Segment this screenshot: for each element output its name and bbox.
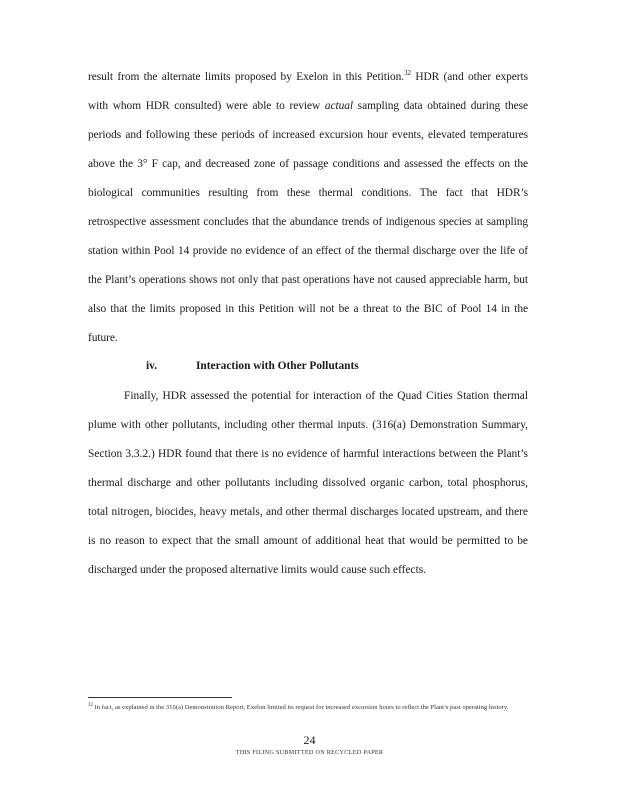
footnote-number: 32 xyxy=(88,702,93,708)
emphasized-word: actual xyxy=(324,100,353,112)
paragraph-text xyxy=(88,63,528,353)
footnote-text: In fact, as explained in the 316(a) Demonstration Report, Exelon limited its request for increased excursion hours to reflect the Plant’s past operating history. xyxy=(93,704,509,711)
footnote-reference: 32 xyxy=(404,69,411,78)
paragraph-text-part-a: result from the alternate limits proposed by Exelon in this Petition. xyxy=(88,71,405,83)
section-number: iv. xyxy=(146,360,158,372)
footer-notice: THIS FILING SUBMITTED ON RECYCLED PAPER xyxy=(235,749,384,756)
paragraph-text-part-c: sampling data obtained during these periods and following these periods of increased excursion hour events, elevated temperatures above the 3° F cap, and decreased zone of passage conditions and assessed the effects on the biological communities resulting from these thermal conditions. The fact that HDR’s retrospective assessment concludes that the abundance trends of indigenous species at sampling station within Pool 14 provide no evidence of an effect of the thermal discharge over the life of the Plant’s operations shows not only that past operations have not caused appreciable harm, but also that the limits proposed in this Petition will not be a threat to the BIC of Pool 14 in the future. xyxy=(88,100,528,344)
paragraph-text: Finally, HDR assessed the potential for interaction of the Quad Cities Station thermal plume with other pollutants, including other thermal inputs. (316(a) Demonstration Summary, Section 3.3.2.) HDR found that there is no evidence of harmful interactions between the Plant’s thermal discharge and other pollutants including dissolved organic carbon, total phosphorus, total nitrogen, biocides, heavy metals, and other thermal discharges located upstream, and there is no reason to expect that the small amount of additional heat that would be permitted to be discharged under the proposed alternative limits would cause such effects. xyxy=(88,390,528,576)
section-heading xyxy=(146,352,359,381)
footnote-divider xyxy=(88,697,232,698)
body-paragraph-2 xyxy=(88,382,528,585)
footnote xyxy=(88,703,528,712)
paragraph-text-part-b: HDR (and other experts with whom HDR consulted) were able to review xyxy=(88,71,528,112)
body-paragraph-1 xyxy=(88,63,528,353)
page-number: 24 xyxy=(303,733,316,747)
section-title: Interaction with Other Pollutants xyxy=(196,360,359,372)
